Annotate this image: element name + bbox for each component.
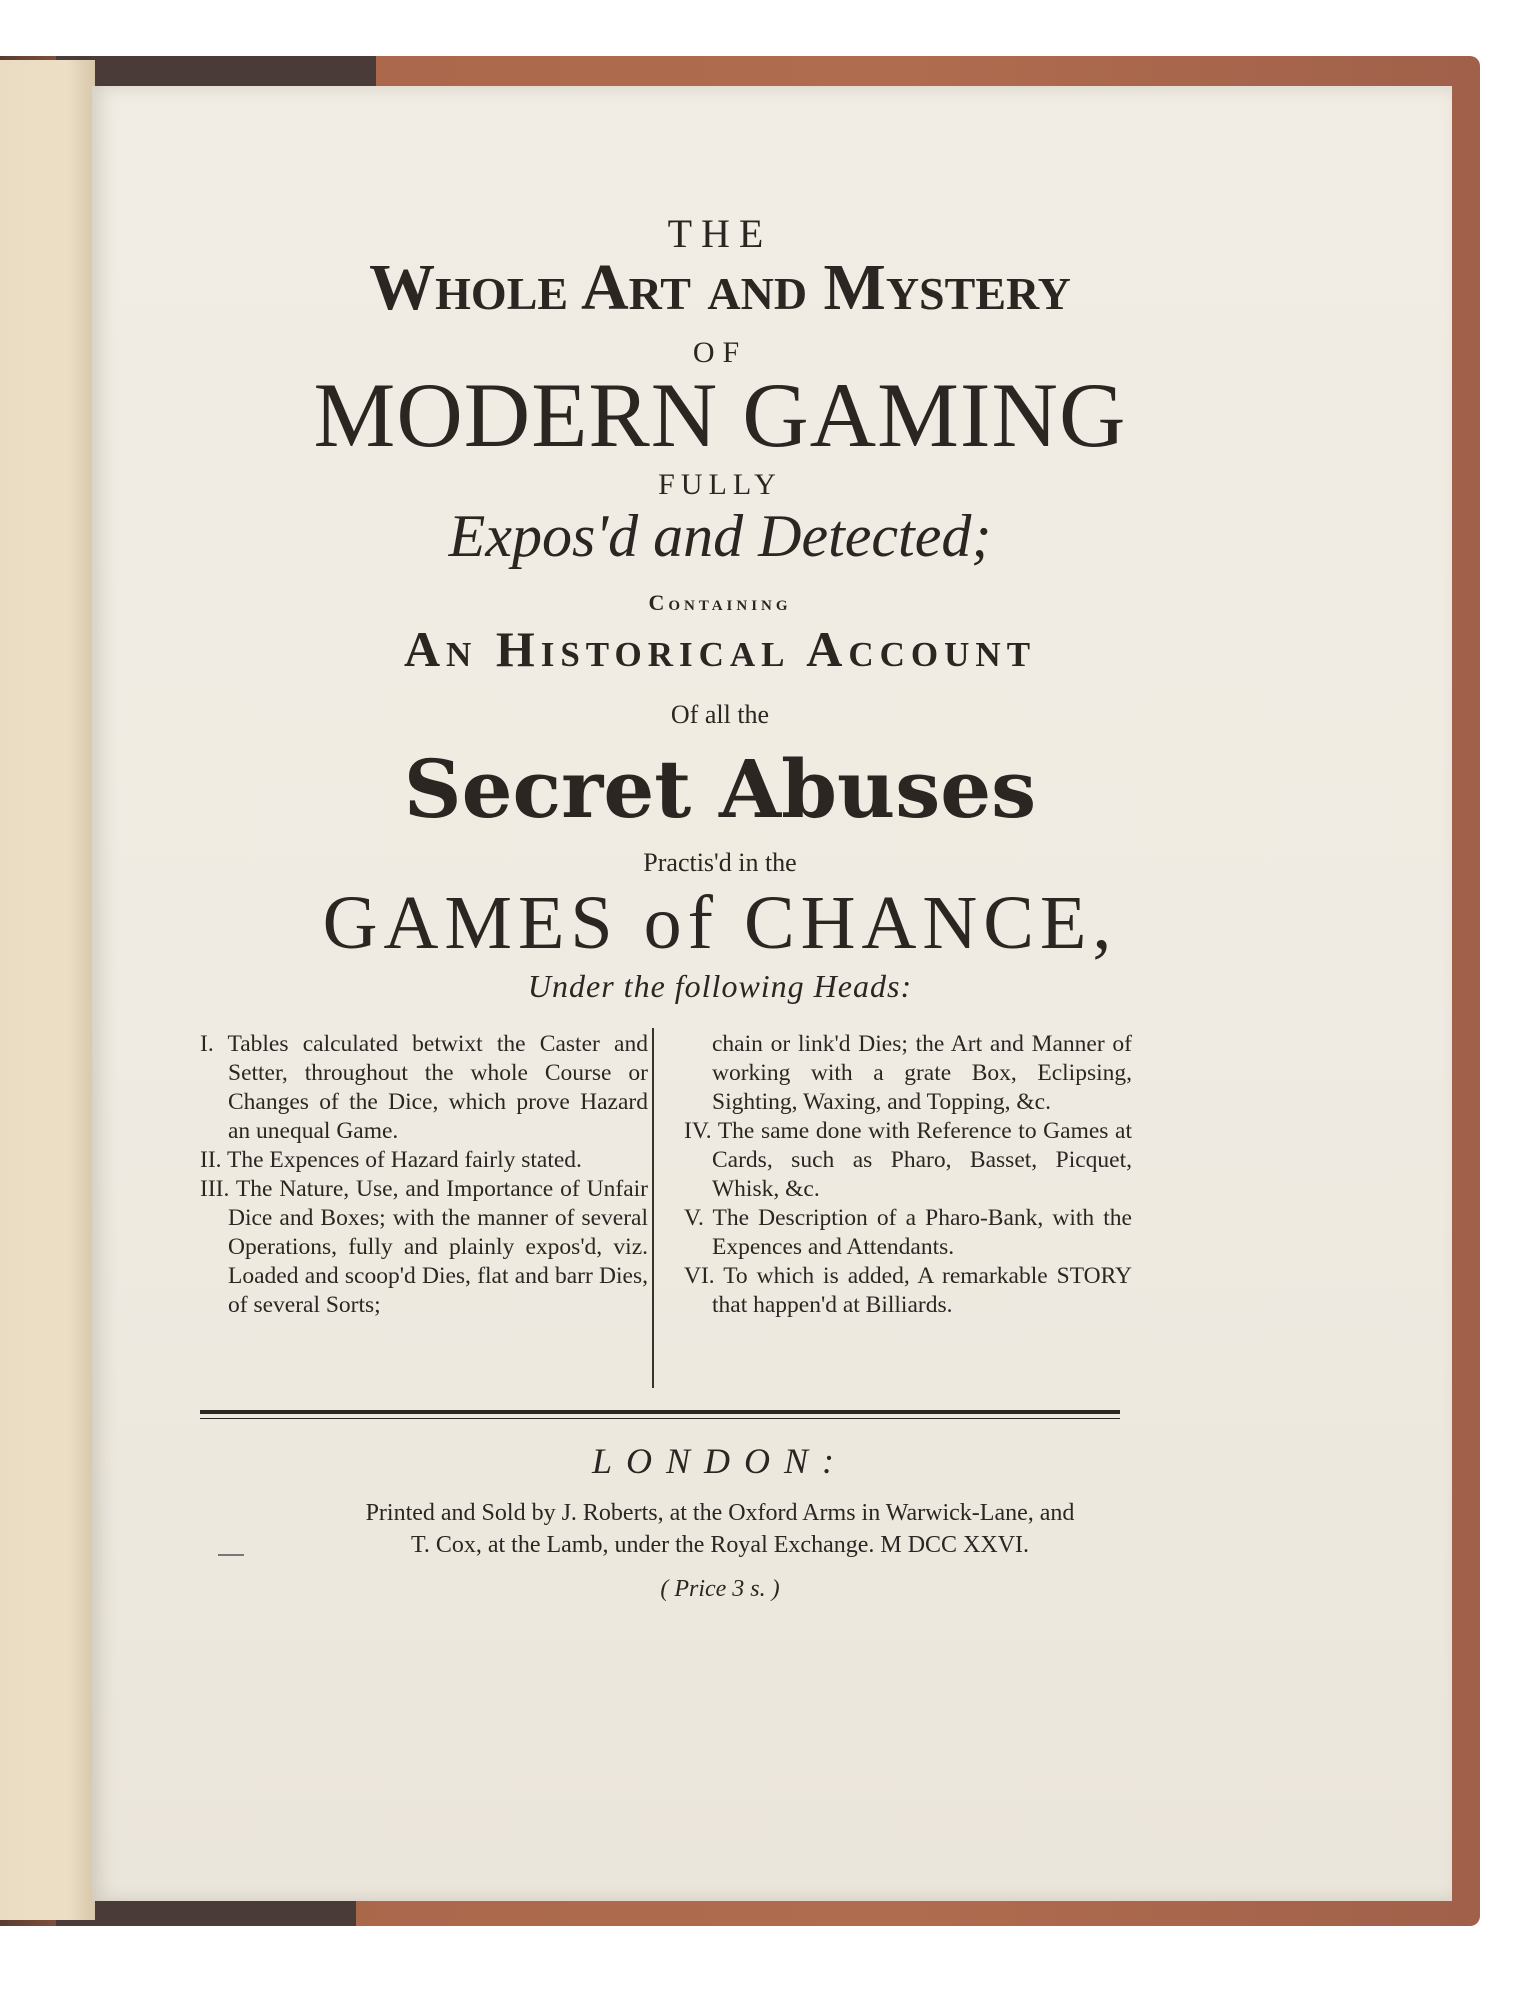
title-of-all-the: Of all the: [670, 700, 770, 729]
head-item: V. The Description of a Pharo-Bank, with the Expences and Attendants.: [684, 1205, 1132, 1260]
title-fully: FULLY: [658, 468, 782, 501]
spine-top: [56, 56, 376, 86]
head-item: IV. The same done with Reference to Games at Cards, such as Pharo, Basset, Picquet, Whisk, &c.: [684, 1118, 1132, 1202]
double-rule-thin: [200, 1418, 1120, 1419]
imprint-printed-line: Printed and Sold by J. Roberts, at the Oxford Arms in Warwick-Lane, and: [365, 1500, 1075, 1526]
column-divider: [652, 1028, 654, 1388]
title-under-heads: Under the following Heads:: [527, 968, 913, 1004]
head-item: II. The Expences of Hazard fairly stated.: [200, 1147, 582, 1173]
title-the: THE: [667, 211, 773, 256]
title-whole-art: Whole Art and Mystery: [369, 251, 1071, 324]
head-item: III. The Nature, Use, and Importance of Unfair Dice and Boxes; with the manner of several Operations, fully and plainly expos'd, viz. Loaded and scoop'd Dies, flat and barr Dies, of several Sorts;: [200, 1176, 648, 1318]
title-games-of-chance: GAMES of CHANCE,: [322, 881, 1118, 965]
imprint-london: LONDON:: [591, 1441, 849, 1481]
head-item-continuation: chain or link'd Dies; the Art and Manner of working with a grate Box, Eclipsing, Sighting, Waxing, and Topping, &c.: [712, 1031, 1132, 1115]
title-of: OF: [692, 336, 748, 369]
imprint-cox-line: T. Cox, at the Lamb, under the Royal Exchange. M DCC XXVI.: [410, 1532, 1030, 1558]
title-containing: Containing: [648, 590, 792, 615]
heads-left-column: [200, 1030, 648, 1320]
facing-page-edge: [0, 60, 95, 1920]
heads-right-column: [684, 1030, 1132, 1320]
double-rule-thick: [200, 1410, 1120, 1414]
title-practisd: Practis'd in the: [643, 848, 797, 877]
title-secret-abuses: Secret Abuses: [403, 742, 1037, 836]
head-item: VI. To which is added, A remarkable STORY that happen'd at Billiards.: [684, 1263, 1132, 1318]
imprint-price: ( Price 3 s. ): [660, 1576, 780, 1602]
title-modern-gaming: MODERN GAMING: [313, 364, 1127, 466]
head-item: I. Tables calculated betwixt the Caster and Setter, throughout the whole Course or Changes of the Dice, which prove Hazard an unequal Game.: [200, 1031, 648, 1144]
title-exposd: Expos'd and Detected;: [448, 503, 992, 569]
title-historical-account: An Historical Account: [403, 621, 1037, 677]
